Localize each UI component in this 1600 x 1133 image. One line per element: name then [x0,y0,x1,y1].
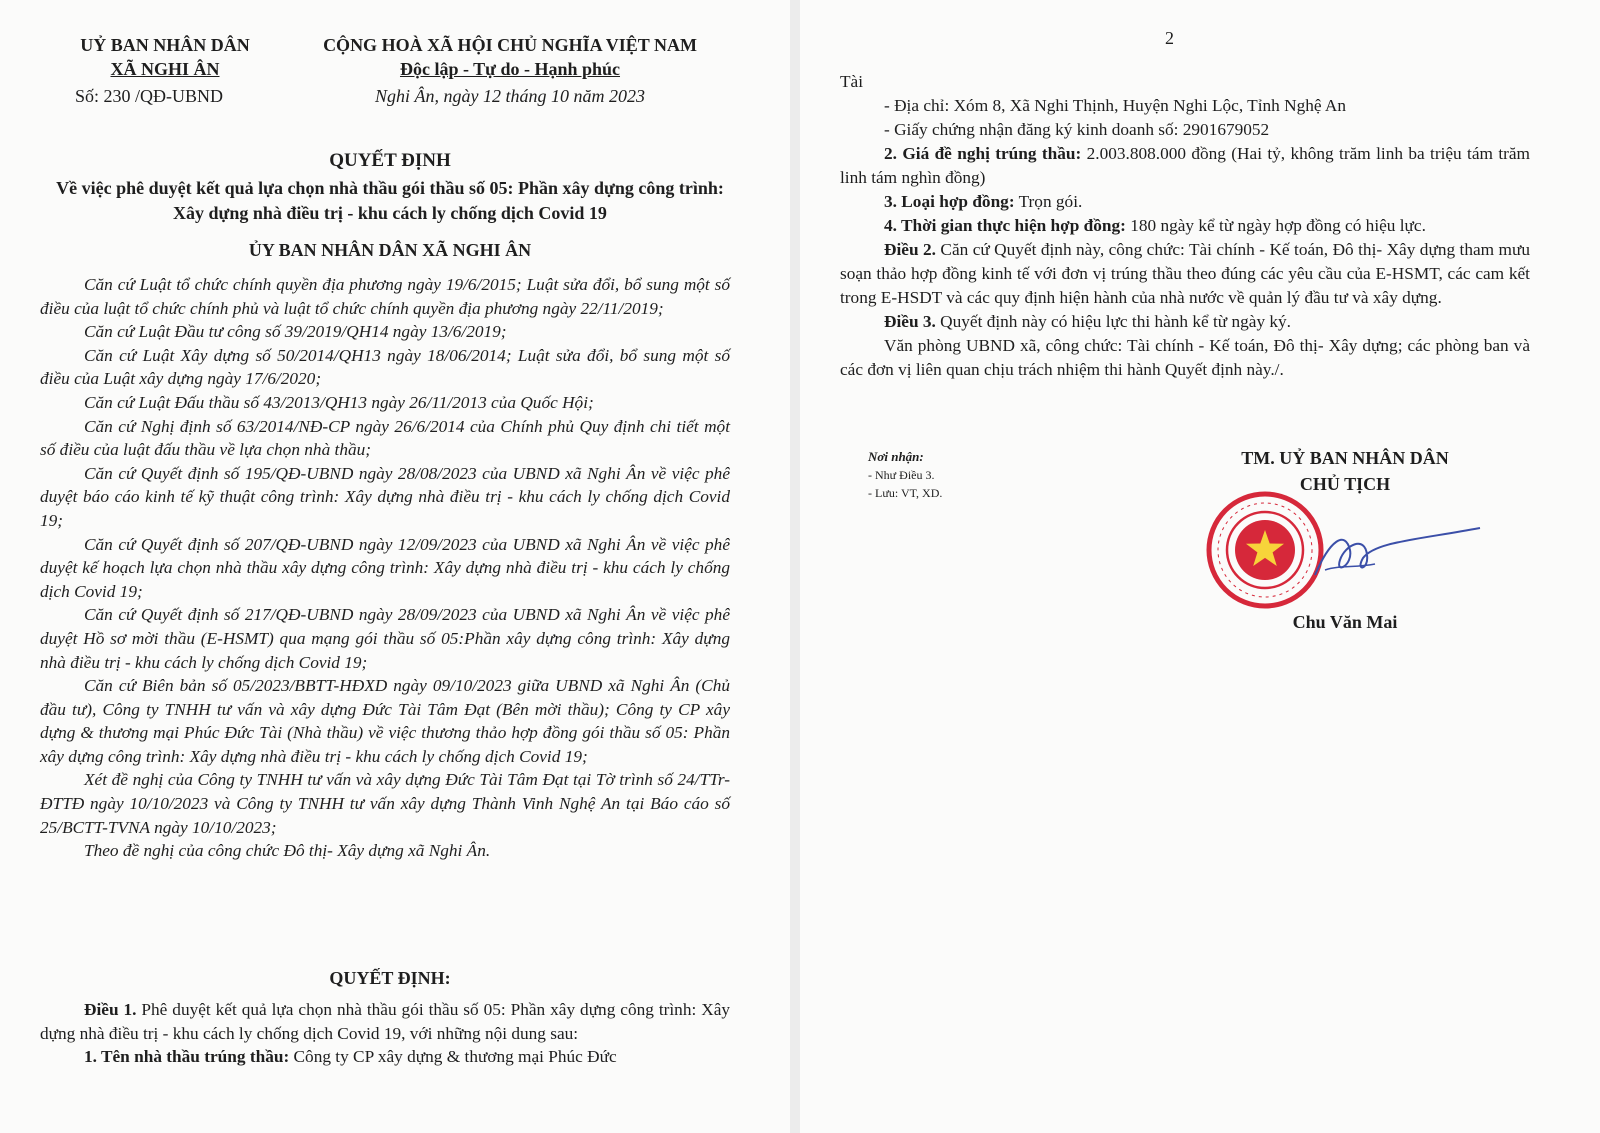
contractor-paragraph [40,1045,730,1069]
contract-duration-text: 180 ngày kể từ ngày hợp đồng có hiệu lực. [1125,216,1426,235]
article-1-label: Điều 1. [84,1000,137,1019]
ground-item: Theo đề nghị của công chức Đô thị- Xây dựng xã Nghi Ân. [84,841,491,861]
signatory-org: TM. UỶ BAN NHÂN DÂN [1241,448,1449,468]
article-2-label: Điều 2. [884,240,936,259]
national-motto: Độc lập - Tự do - Hạnh phúc [399,59,621,79]
ground-item: Căn cứ Luật tổ chức chính quyền địa phương ngày 19/6/2015; Luật sửa đổi, bổ sung một số điều của luật tổ chức chính phủ và luật tổ chức chính quyền địa phương ngày 22/11/2019; [40,275,730,318]
page-gutter [790,0,800,1133]
ground-item: Căn cứ Nghị định số 63/2014/NĐ-CP ngày 26/6/2014 của Chính phủ Quy định chi tiết một số điều của luật đấu thầu về lựa chọn nhà thầu; [40,416,730,460]
contract-duration [840,214,1530,238]
page-number: 2 [1165,28,1174,48]
closing-paragraph: Văn phòng UBND xã, công chức: Tài chính - Kế toán, Đô thị- Xây dựng; các phòng ban và các đơn vị liên quan chịu trách nhiệm thi hành Quyết định này./. [840,336,1530,379]
contract-type-text: Trọn gói. [1014,192,1083,211]
ground-item: Xét đề nghị của Công ty TNHH tư vấn và xây dựng Đức Tài Tâm Đạt tại Tờ trình số 24/TTr-ĐTTĐ ngày 10/10/2023 và Công ty TNHH tư vấn xây dựng Thành Vinh Nghệ An tại Báo cáo số 25/BCTT-TVNA ngày 10/10/2023; [40,770,730,837]
ground-item: Căn cứ Luật Đấu thầu số 43/2013/QH13 ngày 26/11/2013 của Quốc Hội; [84,392,594,412]
bid-price-label: 2. Giá đề nghị trúng thầu: [884,144,1082,163]
continuation-text: Tài [840,72,864,91]
signatory-title: CHỦ TỊCH [1299,474,1391,494]
ground-item: Căn cứ Quyết định số 195/QĐ-UBND ngày 28/08/2023 của UBND xã Nghi Ân về việc phê duyệt báo cáo kinh tế kỹ thuật công trình: Xây dựng nhà điều trị - khu cách ly chống dịch Covid 19; [40,463,730,530]
recipients-block [868,448,942,502]
recipient-item: - Như Điều 3. [868,468,935,482]
issuing-authority [45,33,285,81]
contractor-label: 1. Tên nhà thầu trúng thầu: [84,1047,290,1067]
bid-price-text: 2.003.808.000 đồng (Hai tỷ, không trăm linh ba triệu tám trăm linh tám nghìn đồng) [840,144,1530,187]
contract-type [840,190,1530,214]
ground-item: Căn cứ Quyết định số 217/QĐ-UBND ngày 28/09/2023 của UBND xã Nghi Ân về việc phê duyệt Hồ sơ mời thầu (E-HSMT) qua mạng gói thầu số 05:Phần xây dựng công trình: Xây dựng nhà điều trị - khu cách ly chống dịch Covid 19; [40,605,730,672]
contractor-text: Công ty CP xây dựng & thương mại Phúc Đức [289,1047,617,1067]
document-page-1 [0,0,790,1133]
ground-item: Căn cứ Luật Đầu tư công số 39/2019/QH14 ngày 13/6/2019; [84,322,507,342]
article-3-text: Quyết định này có hiệu lực thi hành kể từ ngày ký. [935,312,1292,331]
contract-type-label: 3. Loại hợp đồng: [884,192,1015,211]
document-page-2 [800,0,1600,1133]
article-3-label: Điều 3. [884,312,936,331]
contract-duration-label: 4. Thời gian thực hiện hợp đồng: [884,216,1126,235]
signer-name: Chu Văn Mai [1292,612,1398,632]
legal-grounds [40,273,730,863]
national-heading [290,33,730,81]
ground-item: Căn cứ Quyết định số 207/QĐ-UBND ngày 12/09/2023 của UBND xã Nghi Ân về việc phê duyệt kế hoạch lựa chọn nhà thầu xây dựng công trình: Xây dựng nhà điều trị - khu cách ly chống dịch Covid 19; [40,534,730,601]
contractor-address: - Địa chỉ: Xóm 8, Xã Nghi Thịnh, Huyện Nghi Lộc, Tỉnh Nghệ An [884,96,1347,115]
article-2-text: Căn cứ Quyết định này, công chức: Tài chính - Kế toán, Đô thị- Xây dựng tham mưu soạn thảo hợp đồng kinh tế với đơn vị trúng thầu theo đúng các yêu cầu của E-HSMT, các cam kết trong E-HSDT và các quy định hiện hành của nhà nước về quản lý đầu tư và xây dựng. [840,240,1530,307]
signature-icon [1305,520,1485,590]
ground-item: Căn cứ Luật Xây dựng số 50/2014/QH13 ngày 18/06/2014; Luật sửa đổi, bổ sung một số điều của Luật xây dựng ngày 17/6/2020; [40,345,730,389]
bid-price [840,142,1530,190]
article-1-text: Phê duyệt kết quả lựa chọn nhà thầu gói thầu số 05: Phần xây dựng công trình: Xây dựng nhà điều trị - khu cách ly chống dịch Covid 19, với những nội dung sau: [40,1000,731,1043]
document-subject: Về việc phê duyệt kết quả lựa chọn nhà thầu gói thầu số 05: Phần xây dựng công trình: Xây dựng nhà điều trị - khu cách ly chống dịch Covid 19 [56,178,724,223]
council-heading: ỦY BAN NHÂN DÂN XÃ NGHI ÂN [248,240,532,260]
republic-name: CỘNG HOÀ XÃ HỘI CHỦ NGHĨA VIỆT NAM [323,35,697,55]
article-1 [40,998,730,1069]
recipient-item: - Lưu: VT, XD. [868,486,943,500]
authority-line2: XÃ NGHI ÂN [110,59,220,79]
place-date: Nghi Ân, ngày 12 tháng 10 năm 2023 [375,86,645,106]
article-2 [840,238,1530,310]
document-title: QUYẾT ĐỊNH [329,150,451,171]
article-3 [840,310,1530,334]
recipients-label: Nơi nhận: [868,449,924,464]
article-1-paragraph [40,998,730,1045]
page-2-body [840,70,1530,382]
decision-heading: QUYẾT ĐỊNH: [329,968,451,988]
business-certificate: - Giấy chứng nhận đăng ký kinh doanh số: 2901679052 [884,120,1270,139]
document-number: Số: 230 /QĐ-UBND [75,86,224,106]
authority-line1: UỶ BAN NHÂN DÂN [80,35,250,55]
ground-item: Căn cứ Biên bản số 05/2023/BBTT-HĐXD ngày 09/10/2023 giữa UBND xã Nghi Ân (Chủ đầu tư), Công ty TNHH tư vấn và xây dựng Đức Tài Tâm Đạt (Bên mời thầu); Công ty CP xây dựng & thương mại Phúc Đức Tài (Nhà thầu) về việc thương thảo hợp đồng gói thầu số 05: Phần xây dựng công trình: Xây dựng nhà điều trị - khu cách ly chống dịch Covid 19; [40,676,730,766]
